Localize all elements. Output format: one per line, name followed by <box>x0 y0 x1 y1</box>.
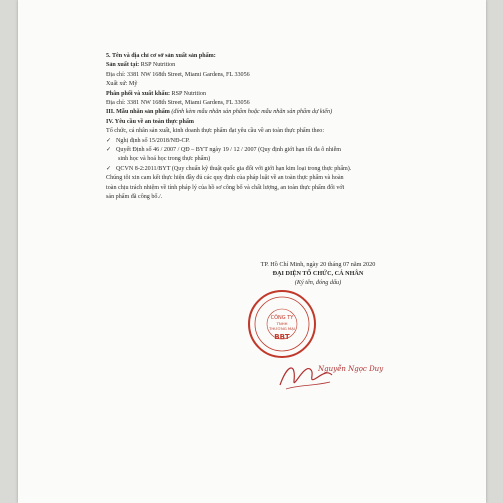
producer-address: Địa chỉ: 3381 NW 168th Street, Miami Gardens, FL 33056 <box>106 71 250 78</box>
section-4-title: IV. Yêu cầu về an toàn thực phẩm <box>106 118 194 125</box>
signer-name: Nguyễn Ngọc Duy <box>318 365 384 373</box>
svg-text:CÔNG TY: CÔNG TY <box>270 315 294 321</box>
commitment-line-3: sản phẩm đã công bố./. <box>106 194 163 201</box>
producer-name: RSP Nutrition <box>139 62 176 69</box>
checkmark-icon: ✓ <box>106 137 112 144</box>
requirement-3: ✓ QCVN 8-2:2011/BYT (Quy chuẩn kỹ thuật quốc gia đối với giới hạn kim loại trong thực phẩm). <box>106 165 406 174</box>
origin: Xuất xứ: Mỹ <box>106 81 138 88</box>
svg-text:BBT: BBT <box>274 333 290 341</box>
place-date: TP. Hồ Chí Minh, ngày 20 tháng 07 năm 2020 <box>260 261 376 268</box>
requirement-2: ✓ Quyết Định số 46 / 2007 / QĐ – BYT ngày 19 / 12 / 2007 (Quy định giới hạn tối đa ô nhiễm <box>106 146 406 155</box>
section-3-note: (đính kèm mẫu nhãn sản phẩm hoặc mẫu nhãn sản phẩm dự kiến) <box>169 109 333 116</box>
producer-line <box>106 61 406 70</box>
section-3-title: III. Mẫu nhãn sản phẩm <box>106 109 170 116</box>
requirement-1: ✓ Nghị định số 15/2018/NĐ-CP. <box>106 137 406 146</box>
producer-label: Sản xuất tại: <box>106 62 140 69</box>
company-stamp <box>247 289 317 359</box>
requirements-intro: Tổ chức, cá nhân sản xuất, kinh doanh thực phẩm đạt yêu cầu về an toàn thực phẩm theo: <box>106 128 325 135</box>
distributor-label: Phân phối và xuất khẩu: <box>106 90 171 97</box>
handwritten-signature <box>276 355 336 395</box>
distributor-address: Địa chỉ: 3381 NW 168th Street, Miami Gardens, FL 33056 <box>106 100 250 107</box>
document-page <box>18 0 486 503</box>
section-3-line <box>106 108 406 117</box>
requirement-2-cont: sinh học và hoá học trong thực phẩm) <box>118 156 211 163</box>
svg-text:TNHH: TNHH <box>276 321 288 326</box>
checkmark-icon: ✓ <box>106 147 112 154</box>
svg-text:THƯƠNG MẠI: THƯƠNG MẠI <box>269 326 295 331</box>
checkmark-icon: ✓ <box>106 165 112 172</box>
distributor-line <box>106 90 406 99</box>
section-5-title: 5. Tên và địa chỉ cơ sở sản xuất sản phẩm: <box>106 53 216 59</box>
distributor-name: RSP Nutrition <box>170 90 207 97</box>
commitment-line-2: toàn chịu trách nhiệm về tính pháp lý của hồ sơ công bố và chất lượng, an toàn thực phẩm đối với <box>106 184 345 191</box>
representative-note: (Ký tên, đóng dấu) <box>294 279 342 286</box>
representative-title: ĐẠI DIỆN TỔ CHỨC, CÁ NHÂN <box>272 270 364 277</box>
commitment-line-1: Chúng tôi xin cam kết thực hiện đầy đủ các quy định của pháp luật về an toàn thực phẩm và hoàn <box>106 175 344 182</box>
signature-block <box>228 260 408 287</box>
document-body <box>106 52 406 203</box>
